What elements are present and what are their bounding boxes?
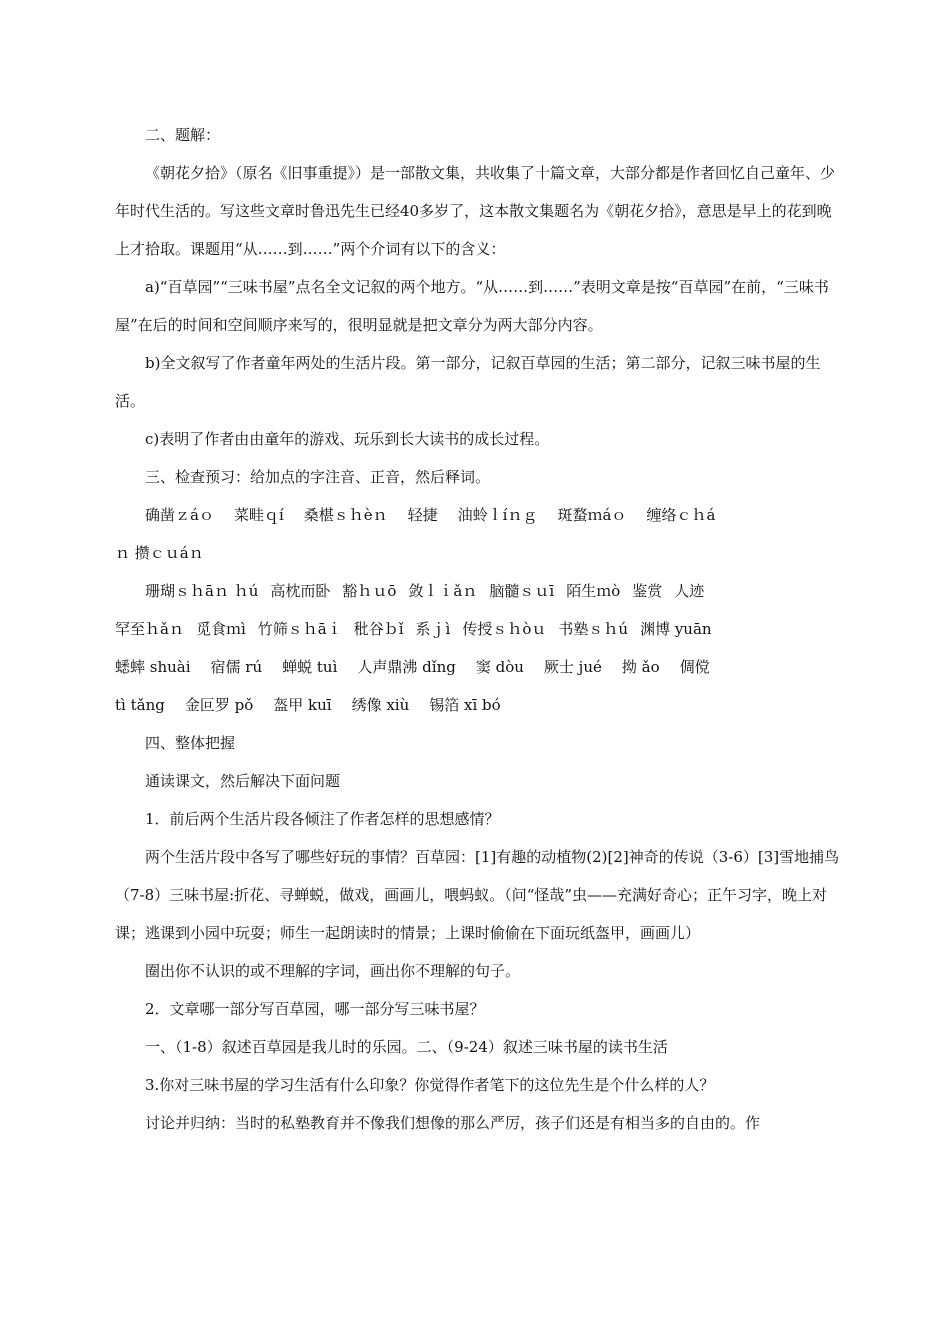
vocabulary-row-1: [115, 496, 840, 534]
document-body: [115, 116, 840, 1142]
vocabulary-row-1-continuation: [115, 534, 840, 572]
title-explanation-paragraph: 《朝花夕拾》（原名《旧事重提》）是一部散文集，共收集了十篇文章，大部分都是作者回忆自己童年、少年时代生活的。写这些文章时鲁迅先生已经40多岁了，这本散文集题名为《朝花夕拾》，意思是早上的花到晚上才拾取。课题用“从……到……”两个介词有以下的含义：: [115, 164, 836, 258]
vocabulary-term: 窦 dòu: [475, 658, 524, 676]
vocabulary-term: 高枕而卧: [270, 582, 331, 600]
vocabulary-term: 盔甲 kuī: [273, 696, 332, 714]
vocabulary-term: ｎ 攒ｃｕáｎ: [115, 544, 204, 562]
vocabulary-term: 陌生ｍò: [566, 582, 621, 600]
vocabulary-term: 鉴赏: [632, 582, 663, 600]
section-heading-4: 四、整体把握: [145, 734, 236, 752]
question-1: 1．前后两个生活片段各倾注了作者怎样的思想感情？: [145, 810, 500, 828]
vocabulary-term: 蟋蟀 shuài: [115, 658, 191, 676]
section-heading-2: 二、题解：: [145, 126, 221, 144]
vocabulary-term: 脑髓ｓｕī: [489, 582, 555, 600]
vocabulary-term: 斑蝥ｍáｏ: [557, 506, 627, 524]
vocabulary-term: 锡箔 xī bó: [429, 696, 501, 714]
vocabulary-row-2: [115, 572, 840, 610]
vocabulary-term: 倜傥: [679, 658, 710, 676]
reading-instruction: 通读课文，然后解决下面问题: [145, 772, 341, 790]
question-3: 3.你对三味书屋的学习生活有什么印象？你觉得作者笔下的这位先生是个什么样的人？: [145, 1076, 715, 1094]
vocabulary-term: 书塾ｓｈú: [558, 620, 629, 638]
vocabulary-term: 金叵罗 pǒ: [184, 696, 254, 714]
vocabulary-term: 人声鼎沸 dǐng: [357, 658, 456, 676]
vocabulary-row-4: [115, 648, 840, 686]
vocabulary-term: 敛ｌｉǎｎ: [408, 582, 478, 600]
vocabulary-term: 珊瑚ｓｈāｎ ｈú: [145, 582, 259, 600]
vocabulary-term: tì tǎng: [115, 696, 165, 714]
section-heading-3: 三、检查预习：给加点的字注音、正音，然后释词。: [145, 468, 491, 486]
vocabulary-term: 竹筛ｓｈāｉ: [257, 620, 342, 638]
answer-2: 一、（1-8）叙述百草园是我儿时的乐园。二、（9-24）叙述三味书屋的读书生活: [145, 1038, 668, 1056]
vocabulary-term: 人迹: [674, 582, 705, 600]
vocabulary-term: 罕至ｈǎｎ: [115, 620, 184, 638]
vocabulary-term: 秕谷ｂǐ: [353, 620, 404, 638]
vocabulary-term: 豁ｈｕō: [342, 582, 397, 600]
vocabulary-term: 传授ｓｈòｕ: [462, 620, 547, 638]
vocabulary-term: 厥士 jué: [543, 658, 602, 676]
vocabulary-term: 系ｊì: [415, 620, 451, 638]
vocabulary-term: 菜畦ｑí: [233, 506, 284, 524]
meaning-point-a: a)“百草园”“三味书屋”点名全文记叙的两个地方。“从……到……”表明文章是按“百草园”在前，“三味书屋”在后的时间和空间顺序来写的，很明显就是把文章分为两大部分内容。: [115, 278, 829, 334]
meaning-point-c: c)表明了作者由由童年的游戏、玩乐到长大读书的成长过程。: [145, 430, 550, 448]
meaning-point-b: b)全文叙写了作者童年两处的生活片段。第一部分，记叙百草园的生活；第二部分，记叙三味书屋的生活。: [115, 354, 821, 410]
vocabulary-row-3: [115, 610, 840, 648]
circle-instruction: 圈出你不认识的或不理解的字词，画出你不理解的句子。: [145, 962, 521, 980]
vocabulary-term: 绣像 xiù: [351, 696, 410, 714]
vocabulary-term: 渊博 yuān: [640, 620, 712, 638]
vocabulary-term: 桑椹ｓｈèｎ: [303, 506, 388, 524]
vocabulary-term: 宿儒 rú: [210, 658, 263, 676]
vocabulary-row-5: [115, 686, 840, 724]
vocabulary-term: 确凿ｚáｏ: [145, 506, 214, 524]
vocabulary-term: 蝉蜕 tuì: [282, 658, 338, 676]
vocabulary-term: 轻捷: [407, 506, 438, 524]
question-2: 2．文章哪一部分写百草园，哪一部分写三味书屋？: [145, 1000, 485, 1018]
vocabulary-term: 拗 ǎo: [621, 658, 660, 676]
vocabulary-term: 缠络ｃｈá: [646, 506, 716, 524]
answer-3: 讨论并归纳：当时的私塾教育并不像我们想像的那么严厉，孩子们还是有相当多的自由的。作: [145, 1114, 761, 1132]
vocabulary-term: 觅食ｍì: [195, 620, 246, 638]
answer-1: 两个生活片段中各写了哪些好玩的事情？百草园：[1]有趣的动植物(2)[2]神奇的传说（3-6）[3]雪地捕鸟（7-8）三味书屋:折花、寻蝉蜕，做戏，画画儿，喂蚂蚁。（问“怪哉”虫——充满好奇心；正午习字，晚上对课；逃课到小园中玩耍；师生一起朗读时的情景；上课时偷偷在下面玩纸盔甲，画画儿）: [115, 848, 840, 942]
vocabulary-term: 油蛉ｌíｎｇ: [457, 506, 538, 524]
